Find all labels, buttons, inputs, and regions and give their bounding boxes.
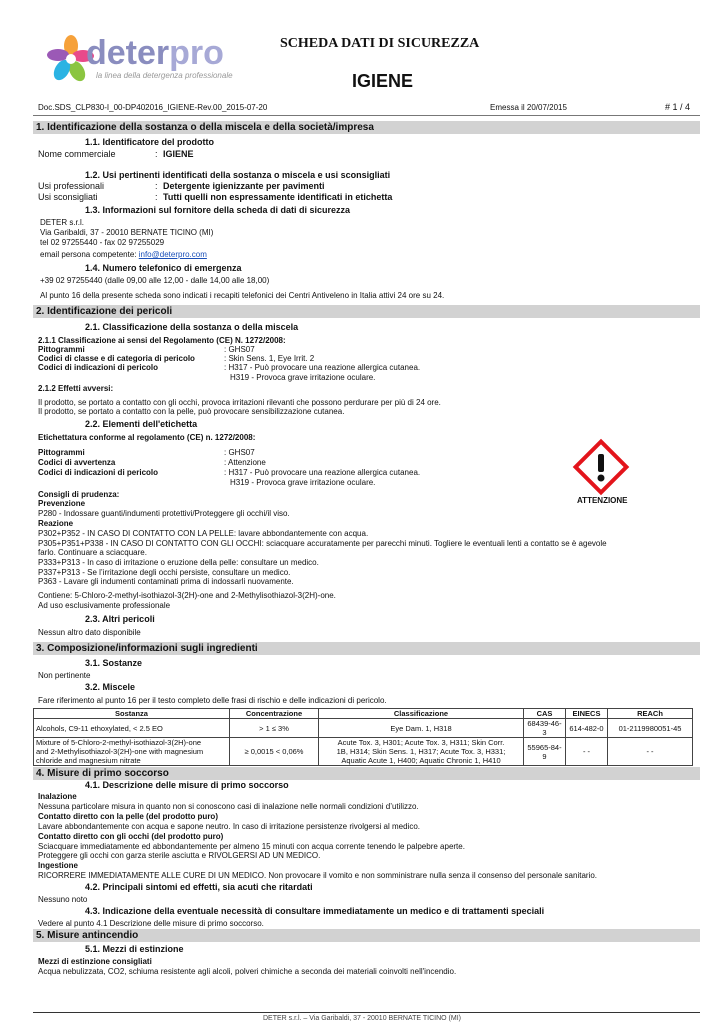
hazard-class-label: Codici di classe e di categoria di pericolo (38, 354, 195, 363)
p363: P363 - Lavare gli indumenti contaminati prima di indossarli nuovamente. (38, 577, 294, 586)
cell-einecs: - - (566, 738, 608, 766)
section-3-heading: 3. Composizione/informazioni sugli ingredienti (33, 642, 700, 655)
label-pictogram-value: : GHS07 (224, 448, 255, 457)
cell-cas: 55965-84-9 (524, 738, 566, 766)
uses-sep: : (155, 181, 158, 191)
cell-substance (34, 738, 230, 766)
document-title: SCHEDA DATI DI SICUREZZA (280, 36, 480, 51)
hazard-h317: : H317 - Può provocare una reazione allergica cutanea. (224, 363, 421, 372)
hazard-h319: H319 - Provoca grave irritazione oculare. (230, 373, 376, 382)
cell-classification (319, 738, 524, 766)
non-uses-value: Tutti quelli non espressamente identificati in etichetta (163, 192, 393, 202)
extinguishing-text: Acqua nebulizzata, CO2, schiuma resistente agli alcoli, polveri chimiche a seconda dei materiali coinvolti nell'incendio. (38, 967, 457, 976)
adverse-effects-heading: 2.1.2 Effetti avversi: (38, 384, 114, 393)
subsection-4-2: 4.2. Principali sintomi ed effetti, sia acuti che ritardati (85, 882, 313, 892)
eye-contact-text-2: Proteggere gli occhi con garza sterile asciutta e RIVOLGERSI AD UN MEDICO. (38, 851, 321, 860)
ghs07-exclamation-icon (571, 437, 631, 497)
logo-brand-b: pro (169, 34, 224, 72)
inhalation-text: Nessuna particolare misura in quanto non si conoscono casi di inalazione nelle normali condizioni d’utilizzo. (38, 802, 419, 811)
email-label: email persona competente: (40, 250, 137, 259)
cell-concentration: > 1 ≤ 3% (230, 719, 319, 738)
section-2-heading: 2. Identificazione dei pericoli (33, 305, 700, 318)
subsection-4-3: 4.3. Indicazione della eventuale necessità di consultare immediatamente un medico e di trattamenti speciali (85, 906, 545, 916)
cell-classification-line: Aquatic Acute 1, H400; Aquatic Chronic 1, H410 (341, 756, 501, 765)
mixtures-note: Fare riferimento al punto 16 per il testo completo delle frasi di rischio e delle indicazioni di pericolo. (38, 696, 387, 705)
p305-continued: farlo. Continuare a sciacquare. (38, 548, 147, 557)
prevention-heading: Prevenzione (38, 499, 86, 508)
cell-concentration: ≥ 0,0015 < 0,06% (230, 738, 319, 766)
cell-cas: 68439-46-3 (524, 719, 566, 738)
footer-text: DETER s.r.l. – Via Garibaldi, 37 - 20010 BERNATE TICINO (MI) (262, 1015, 461, 1022)
logo-brand-a: deter (86, 34, 170, 72)
header-divider (33, 115, 700, 116)
precaution-heading: Consigli di prudenza: (38, 490, 120, 499)
product-title: IGIENE (352, 71, 414, 91)
cell-substance-line: Mixture of 5-Chloro-2-methyl-isothiazol-3(2H)-one (36, 738, 202, 747)
col-classification: Classificazione (319, 709, 524, 719)
document-reference: Doc.SDS_CLP830-I_00-DP402016_IGIENE-Rev.00_2015-07-20 (38, 103, 268, 112)
hazard-class-value: : Skin Sens. 1, Eye Irrit. 2 (224, 354, 315, 363)
subsection-1-1: 1.1. Identificatore del prodotto (85, 137, 215, 147)
hazard-statement-label: Codici di indicazioni di pericolo (38, 363, 159, 372)
pictogram-label: Pittogrammi (38, 345, 85, 354)
subsection-3-1: 3.1. Sostanze (85, 658, 143, 668)
substances-value: Non pertinente (38, 671, 91, 680)
skin-contact-heading: Contatto diretto con la pelle (del prodotto puro) (38, 812, 218, 821)
pictogram-value: : GHS07 (224, 345, 255, 354)
classification-heading: 2.1.1 Classificazione ai sensi del Regolamento (CE) N. 1272/2008: (38, 336, 286, 345)
section-5-heading: 5. Misure antincendio (33, 929, 700, 942)
p337: P337+P313 - Se l’irritazione degli occhi persiste, consultare un medico. (38, 568, 291, 577)
subsection-1-4: 1.4. Numero telefonico di emergenza (85, 263, 242, 273)
eye-contact-heading: Contatto diretto con gli occhi (del prodotto puro) (38, 832, 224, 841)
ingredients-table (33, 708, 693, 766)
p302: P302+P352 - IN CASO DI CONTATTO CON LA PELLE: lavare abbondantemente con acqua. (38, 529, 369, 538)
see-point-text: Vedere al punto 4.1 Descrizione delle misure di primo soccorso. (38, 919, 264, 928)
professional-use-note: Ad uso esclusivamente professionale (38, 601, 171, 610)
logo-tagline: la linea della detergenza professionale (96, 71, 233, 80)
ingestion-text: RICORRERE IMMEDIATAMENTE ALLE CURE DI UN MEDICO. Non provocare il vomito e non somministrare nulla senza il consenso del personale sanitario. (38, 871, 598, 880)
adverse-effect-eyes: Il prodotto, se portato a contatto con gli occhi, provoca irritazioni rilevanti che possono perdurare per più di 24 ore. (38, 398, 441, 407)
signal-word-label: Codici di avvertenza (38, 458, 116, 467)
emergency-number: +39 02 97255440 (dalle 09,00 alle 12,00 - dalle 14,00 alle 18,00) (40, 276, 270, 285)
company-logo (46, 30, 246, 90)
cell-reach: 01-2119980051-45 (608, 719, 693, 738)
email-link[interactable]: info@deterpro.com (138, 250, 207, 259)
cell-reach: - - (608, 738, 693, 766)
issue-date: Emessa il 20/07/2015 (490, 103, 567, 112)
adverse-effect-skin: Il prodotto, se portato a contatto con la pelle, può provocare sensibilizzazione cutanea. (38, 407, 345, 416)
p333: P333+P313 - In caso di irritazione o eruzione della pelle: consultare un medico. (38, 558, 319, 567)
subsection-4-1: 4.1. Descrizione delle misure di primo soccorso (85, 780, 289, 790)
page-number: # 1 / 4 (665, 102, 691, 112)
supplier-phone: tel 02 97255440 - fax 02 97255029 (40, 238, 165, 247)
non-uses-label: Usi sconsigliati (38, 192, 98, 202)
other-hazards: Nessun altro dato disponibile (38, 628, 141, 637)
col-einecs: EINECS (566, 709, 608, 719)
non-uses-sep: : (155, 192, 158, 202)
eye-contact-text-1: Sciacquare immediatamente ed abbondantemente per almeno 15 minuti con acqua corrente tenendo le palpebre aperte. (38, 842, 465, 851)
section-1-heading: 1. Identificazione della sostanza o della miscela e della società/impresa (33, 121, 700, 134)
uses-label: Usi professionali (38, 181, 105, 191)
ghs-signal-caption: ATTENZIONE (577, 496, 628, 505)
symptoms-text: Nessuno noto (38, 895, 88, 904)
label-pictogram-label: Pittogrammi (38, 448, 85, 457)
trade-name-sep: : (155, 149, 158, 159)
cell-einecs: 614-482-0 (566, 719, 608, 738)
label-hazard-h317: : H317 - Può provocare una reazione allergica cutanea. (224, 468, 421, 477)
col-reach: REACh (608, 709, 693, 719)
cell-substance-line: and 2-Methylisothiazol-3(2H)-one with magnesium (36, 747, 204, 756)
p305: P305+P351+P338 - IN CASO DI CONTATTO CON GLI OCCHI: sciacquare accuratamente per parecchi minuti. Togliere le eventuali lenti a contatto se è agevole (38, 539, 607, 548)
extinguishing-heading: Mezzi di estinzione consigliati (38, 957, 152, 966)
col-substance: Sostanza (34, 709, 230, 719)
ingestion-heading: Ingestione (38, 861, 79, 870)
subsection-1-3: 1.3. Informazioni sul fornitore della scheda di dati di sicurezza (85, 205, 351, 215)
cell-classification-line: Acute Tox. 3, H301; Acute Tox. 3, H311; Skin Corr. (337, 738, 505, 747)
subsection-5-1: 5.1. Mezzi di estinzione (85, 944, 184, 954)
email-row (40, 250, 207, 260)
subsection-3-2: 3.2. Miscele (85, 682, 136, 692)
col-cas: CAS (524, 709, 566, 719)
subsection-2-3: 2.3. Altri pericoli (85, 614, 155, 624)
cell-substance-line: chloride and magnesium nitrate (36, 756, 141, 765)
table-row (34, 719, 693, 738)
contains-note: Contiene: 5-Chloro-2-methyl-isothiazol-3(2H)-one and 2-Methylisothiazol-3(2H)-one. (38, 591, 336, 600)
subsection-1-2: 1.2. Usi pertinenti identificati della sostanza o miscela e usi sconsigliati (85, 170, 391, 180)
section-4-heading: 4. Misure di primo soccorso (33, 767, 700, 780)
uses-value: Detergente igienizzante per pavimenti (163, 181, 325, 191)
cell-classification: Eye Dam. 1, H318 (319, 719, 524, 738)
cell-substance: Alcohols, C9-11 ethoxylated, < 2.5 EO (34, 719, 230, 738)
col-concentration: Concentrazione (230, 709, 319, 719)
poison-centres-note: Al punto 16 della presente scheda sono indicati i recapiti telefonici dei Centri Antiveleno in Italia attivi 24 ore su 24. (40, 291, 445, 300)
p280: P280 - Indossare guanti/indumenti protettivi/Proteggere gli occhi/il viso. (38, 509, 290, 518)
trade-name-value: IGIENE (163, 149, 194, 159)
cell-classification-line: 1B, H314; Skin Sens. 1, H317; Acute Tox. 3, H331; (336, 747, 506, 756)
footer-divider (33, 1012, 700, 1013)
label-hazard-h319: H319 - Provoca grave irritazione oculare. (230, 478, 376, 487)
labelling-heading: Etichettatura conforme al regolamento (CE) n. 1272/2008: (38, 433, 256, 442)
supplier-address: Via Garibaldi, 37 - 20010 BERNATE TICINO (MI) (40, 228, 214, 237)
table-header-row (34, 709, 693, 719)
signal-word-value: : Attenzione (224, 458, 266, 467)
inhalation-heading: Inalazione (38, 792, 77, 801)
label-hazard-label: Codici di indicazioni di pericolo (38, 468, 159, 477)
trade-name-label: Nome commerciale (38, 149, 116, 159)
table-row (34, 738, 693, 766)
subsection-2-2: 2.2. Elementi dell'etichetta (85, 419, 198, 429)
response-heading: Reazione (38, 519, 74, 528)
skin-contact-text: Lavare abbondantemente con acqua e sapone neutro. In caso di irritazione persistenze rivolgersi al medico. (38, 822, 421, 831)
subsection-2-1: 2.1. Classificazione della sostanza o della miscela (85, 322, 299, 332)
supplier-name: DETER s.r.l. (40, 218, 85, 227)
